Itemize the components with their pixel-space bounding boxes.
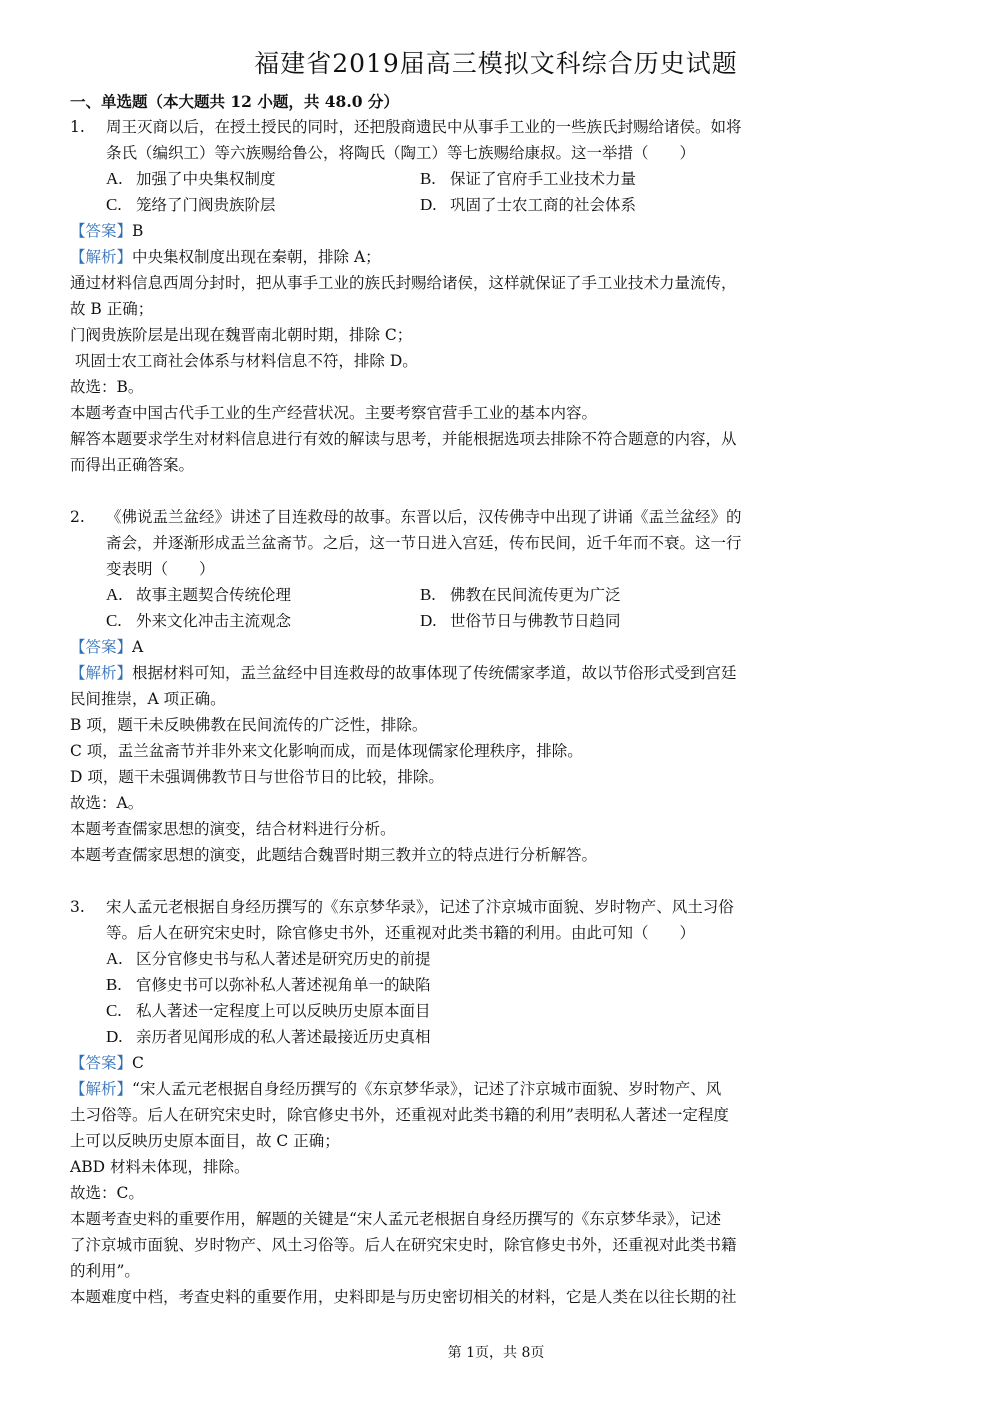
analysis-line: D 项，题干未强调佛教节日与世俗节日的比较，排除。 [70, 768, 444, 786]
analysis-line: 门阀贵族阶层是出现在魏晋南北朝时期，排除 C； [70, 326, 413, 344]
answer-tag: 【答案】 [70, 638, 133, 656]
analysis-line: 本题难度中档，考查史料的重要作用，史料即是与历史密切相关的材料，它是人类在以往长期的社 [70, 1288, 737, 1306]
analysis-line: 巩固士农工商社会体系与材料信息不符，排除 D。 [70, 352, 418, 370]
analysis-line [70, 244, 830, 270]
question-stem-text: 变表明（ ） [106, 560, 215, 578]
option-d[interactable] [420, 608, 734, 634]
option-a[interactable] [106, 946, 431, 972]
analysis-text: “宋人孟元老根据自身经历撰写的《东京梦华录》，记述了汴京城市面貌、岁时物产、风 [132, 1080, 722, 1098]
answer-line [70, 1050, 830, 1076]
option-c[interactable] [106, 192, 420, 218]
analysis-text: 根据材料可知，盂兰盆经中目连救母的故事体现了传统儒家孝道，故以节俗形式受到宫廷 [132, 664, 737, 682]
analysis-line: 解答本题要求学生对材料信息进行有效的解读与思考，并能根据选项去排除不符合题意的内容，从 [70, 430, 737, 448]
option-text: 保证了官府手工业技术力量 [450, 170, 637, 188]
analysis-line: 的利用”。 [70, 1262, 140, 1280]
question-stem-line [70, 920, 830, 946]
analysis-tag: 【解析】 [70, 248, 133, 266]
option-c[interactable] [106, 998, 431, 1024]
option-row [70, 946, 830, 972]
analysis-line: 故选：C。 [70, 1184, 144, 1202]
option-text: 加强了中央集权制度 [136, 170, 276, 188]
option-a[interactable] [106, 582, 420, 608]
analysis-line [70, 660, 830, 686]
option-d[interactable] [106, 1024, 431, 1050]
option-text: 外来文化冲击主流观念 [136, 612, 292, 630]
question-stem-text: 周王灭商以后，在授土授民的同时，还把殷商遗民中从事手工业的一些族氏封赐给诸侯。如将 [106, 118, 742, 136]
option-letter: A. [106, 949, 123, 968]
option-c[interactable] [106, 608, 420, 634]
question-number: 1. [70, 118, 85, 136]
analysis-tag: 【解析】 [70, 664, 133, 682]
analysis-line: 了汴京城市面貌、岁时物产、风土习俗等。后人在研究宋史时，除官修史书外，还重视对此类书籍 [70, 1236, 737, 1254]
section-heading: 一、单选题（本大题共 12 小题，共 48.0 分） [70, 92, 399, 111]
analysis-line: 本题考查史料的重要作用，解题的关键是“宋人孟元老根据自身经历撰写的《东京梦华录》，记述 [70, 1210, 722, 1228]
page-footer: 第 1页，共 8页 [447, 1345, 545, 1361]
option-text: 官修史书可以弥补私人著述视角单一的缺陷 [136, 976, 431, 994]
option-letter: C. [106, 195, 122, 214]
question-list [70, 114, 830, 1310]
option-text: 故事主题契合传统伦理 [136, 586, 292, 604]
question-stem-line [70, 894, 830, 920]
question-stem-text: 《佛说盂兰盆经》讲述了目连救母的故事。东晋以后，汉传佛寺中出现了讲诵《盂兰盆经》的 [106, 508, 742, 526]
option-a[interactable] [106, 166, 420, 192]
answer-value: A [132, 638, 144, 656]
option-d[interactable] [420, 192, 734, 218]
question-stem-line [70, 140, 830, 166]
option-text: 世俗节日与佛教节日趋同 [450, 612, 621, 630]
analysis-line: ABD 材料未体现，排除。 [70, 1158, 250, 1176]
question-stem-text: 等。后人在研究宋史时，除官修史书外，还重视对此类书籍的利用。由此可知（ ） [106, 924, 696, 942]
analysis-line: 本题考查儒家思想的演变，此题结合魏晋时期三教并立的特点进行分析解答。 [70, 846, 598, 864]
analysis-line: 通过材料信息西周分封时，把从事手工业的族氏封赐给诸侯，这样就保证了手工业技术力量流传， [70, 274, 737, 292]
option-row [70, 972, 830, 998]
question-number: 2. [70, 508, 85, 526]
option-letter: B. [420, 169, 436, 188]
question-spacer [70, 868, 830, 894]
question-block [70, 504, 830, 868]
analysis-line: 故选：A。 [70, 794, 144, 812]
option-row [70, 582, 830, 608]
option-text: 区分官修史书与私人著述是研究历史的前提 [136, 950, 431, 968]
option-row [70, 192, 830, 218]
analysis-line: C 项，盂兰盆斋节并非外来文化影响而成，而是体现儒家伦理秩序，排除。 [70, 742, 583, 760]
option-letter: C. [106, 1001, 122, 1020]
answer-line [70, 218, 830, 244]
question-stem-line [70, 504, 830, 530]
analysis-line: B 项，题干未反映佛教在民间流传的广泛性，排除。 [70, 716, 428, 734]
analysis-line: 上可以反映历史原本面目，故 C 正确； [70, 1132, 340, 1150]
answer-tag: 【答案】 [70, 222, 133, 240]
option-text: 巩固了士农工商的社会体系 [450, 196, 637, 214]
question-stem-line [70, 530, 830, 556]
option-text: 佛教在民间流传更为广泛 [450, 586, 621, 604]
answer-line [70, 634, 830, 660]
option-text: 笼络了门阀贵族阶层 [136, 196, 276, 214]
answer-value: B [132, 222, 144, 240]
question-stem-text: 斋会，并逐渐形成盂兰盆斋节。之后，这一节日进入宫廷，传布民间，近千年而不衰。这一行 [106, 534, 742, 552]
option-letter: B. [106, 975, 122, 994]
option-b[interactable] [420, 582, 734, 608]
option-letter: D. [106, 1027, 123, 1046]
option-letter: A. [106, 585, 123, 604]
option-text: 私人著述一定程度上可以反映历史原本面目 [136, 1002, 431, 1020]
analysis-line: 本题考查儒家思想的演变，结合材料进行分析。 [70, 820, 396, 838]
question-spacer [70, 478, 830, 504]
option-b[interactable] [106, 972, 431, 998]
analysis-line [70, 1076, 830, 1102]
option-letter: B. [420, 585, 436, 604]
analysis-line: 土习俗等。后人在研究宋史时，除官修史书外，还重视对此类书籍的利用”表明私人著述一定程度 [70, 1106, 729, 1124]
question-stem-line [70, 556, 830, 582]
answer-value: C [132, 1054, 144, 1072]
question-stem-text: 宋人孟元老根据自身经历撰写的《东京梦华录》，记述了汴京城市面貌、岁时物产、风土习俗 [106, 898, 734, 916]
option-letter: C. [106, 611, 122, 630]
question-block [70, 894, 830, 1310]
question-number: 3. [70, 898, 85, 916]
option-row [70, 166, 830, 192]
answer-tag: 【答案】 [70, 1054, 133, 1072]
option-b[interactable] [420, 166, 734, 192]
analysis-tag: 【解析】 [70, 1080, 133, 1098]
option-text: 亲历者见闻形成的私人著述最接近历史真相 [136, 1028, 431, 1046]
option-letter: D. [420, 611, 437, 630]
analysis-line: 本题考查中国古代手工业的生产经营状况。主要考察官营手工业的基本内容。 [70, 404, 598, 422]
analysis-line: 而得出正确答案。 [70, 456, 195, 474]
page-title: 福建省2019届高三模拟文科综合历史试题 [254, 49, 738, 78]
analysis-line: 民间推崇，A 项正确。 [70, 690, 226, 708]
option-row [70, 608, 830, 634]
question-stem-text: 条氏（编织工）等六族赐给鲁公，将陶氏（陶工）等七族赐给康叔。这一举措（ ） [106, 144, 696, 162]
analysis-line: 故选：B。 [70, 378, 144, 396]
option-row [70, 1024, 830, 1050]
question-stem-line [70, 114, 830, 140]
analysis-text: 中央集权制度出现在秦朝，排除 A； [132, 248, 381, 266]
option-row [70, 998, 830, 1024]
question-block [70, 114, 830, 478]
option-letter: D. [420, 195, 437, 214]
analysis-line: 故 B 正确； [70, 300, 154, 318]
option-letter: A. [106, 169, 123, 188]
